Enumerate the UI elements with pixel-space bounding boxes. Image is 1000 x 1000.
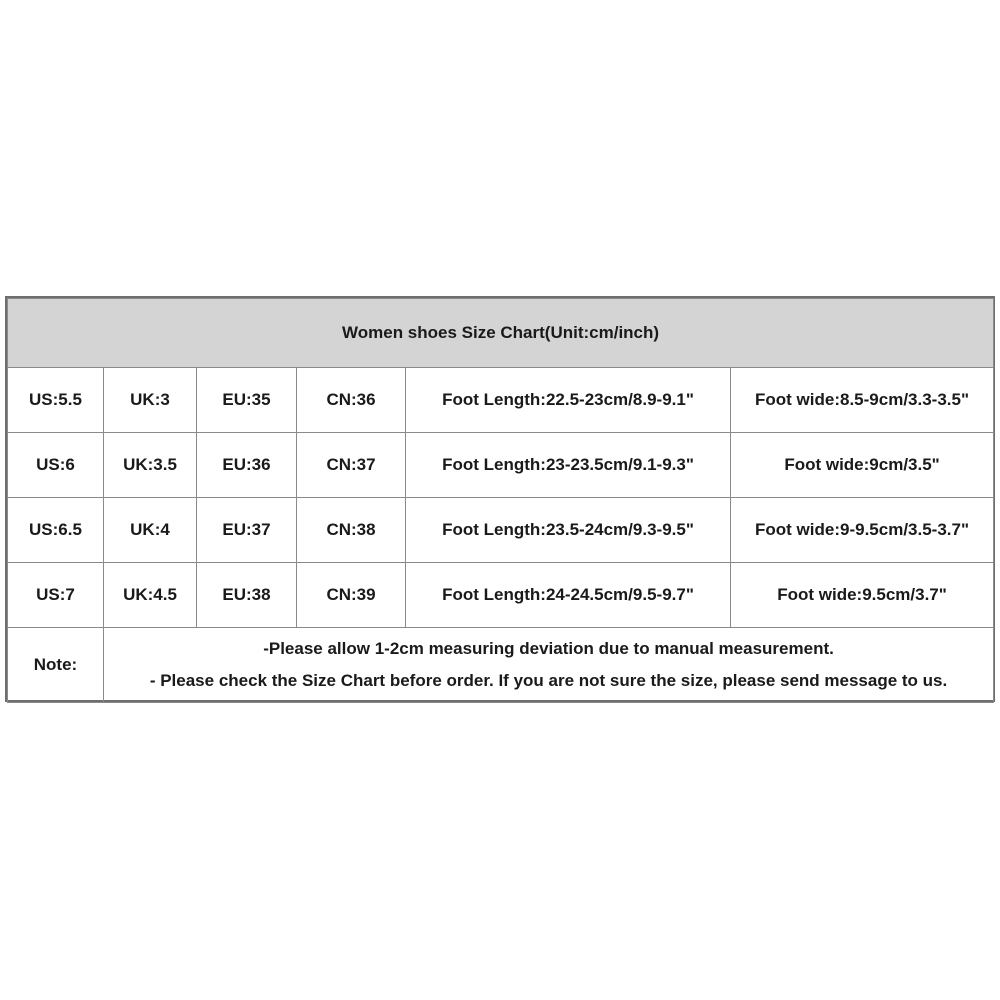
table-header-row bbox=[8, 299, 994, 368]
eu-size-cell: EU:35 bbox=[197, 368, 297, 433]
note-row bbox=[8, 628, 994, 703]
size-chart bbox=[5, 296, 995, 702]
table-row bbox=[8, 433, 994, 498]
foot-length-cell: Foot Length:22.5-23cm/8.9-9.1" bbox=[406, 368, 731, 433]
cn-size-cell: CN:39 bbox=[297, 563, 406, 628]
note-content bbox=[104, 628, 994, 703]
eu-size-cell: EU:37 bbox=[197, 498, 297, 563]
table-row bbox=[8, 368, 994, 433]
table-row bbox=[8, 563, 994, 628]
foot-length-cell: Foot Length:23-23.5cm/9.1-9.3" bbox=[406, 433, 731, 498]
us-size-cell: US:6.5 bbox=[8, 498, 104, 563]
cn-size-cell: CN:38 bbox=[297, 498, 406, 563]
note-line-check-chart: - Please check the Size Chart before order. If you are not sure the size, please send message to us. bbox=[149, 671, 948, 690]
uk-size-cell: UK:4 bbox=[104, 498, 197, 563]
uk-size-cell: UK:4.5 bbox=[104, 563, 197, 628]
us-size-cell: US:7 bbox=[8, 563, 104, 628]
chart-title: Women shoes Size Chart(Unit:cm/inch) bbox=[8, 299, 994, 368]
eu-size-cell: EU:38 bbox=[197, 563, 297, 628]
foot-length-cell: Foot Length:23.5-24cm/9.3-9.5" bbox=[406, 498, 731, 563]
foot-wide-cell: Foot wide:9.5cm/3.7" bbox=[731, 563, 994, 628]
foot-length-cell: Foot Length:24-24.5cm/9.5-9.7" bbox=[406, 563, 731, 628]
eu-size-cell: EU:36 bbox=[197, 433, 297, 498]
foot-wide-cell: Foot wide:9cm/3.5" bbox=[731, 433, 994, 498]
foot-wide-cell: Foot wide:9-9.5cm/3.5-3.7" bbox=[731, 498, 994, 563]
note-line-deviation: -Please allow 1-2cm measuring deviation due to manual measurement. bbox=[263, 639, 834, 658]
cn-size-cell: CN:36 bbox=[297, 368, 406, 433]
foot-wide-cell: Foot wide:8.5-9cm/3.3-3.5" bbox=[731, 368, 994, 433]
cn-size-cell: CN:37 bbox=[297, 433, 406, 498]
uk-size-cell: UK:3.5 bbox=[104, 433, 197, 498]
table-row bbox=[8, 498, 994, 563]
size-chart-table bbox=[7, 298, 994, 703]
us-size-cell: US:5.5 bbox=[8, 368, 104, 433]
uk-size-cell: UK:3 bbox=[104, 368, 197, 433]
note-label: Note: bbox=[8, 628, 104, 703]
us-size-cell: US:6 bbox=[8, 433, 104, 498]
